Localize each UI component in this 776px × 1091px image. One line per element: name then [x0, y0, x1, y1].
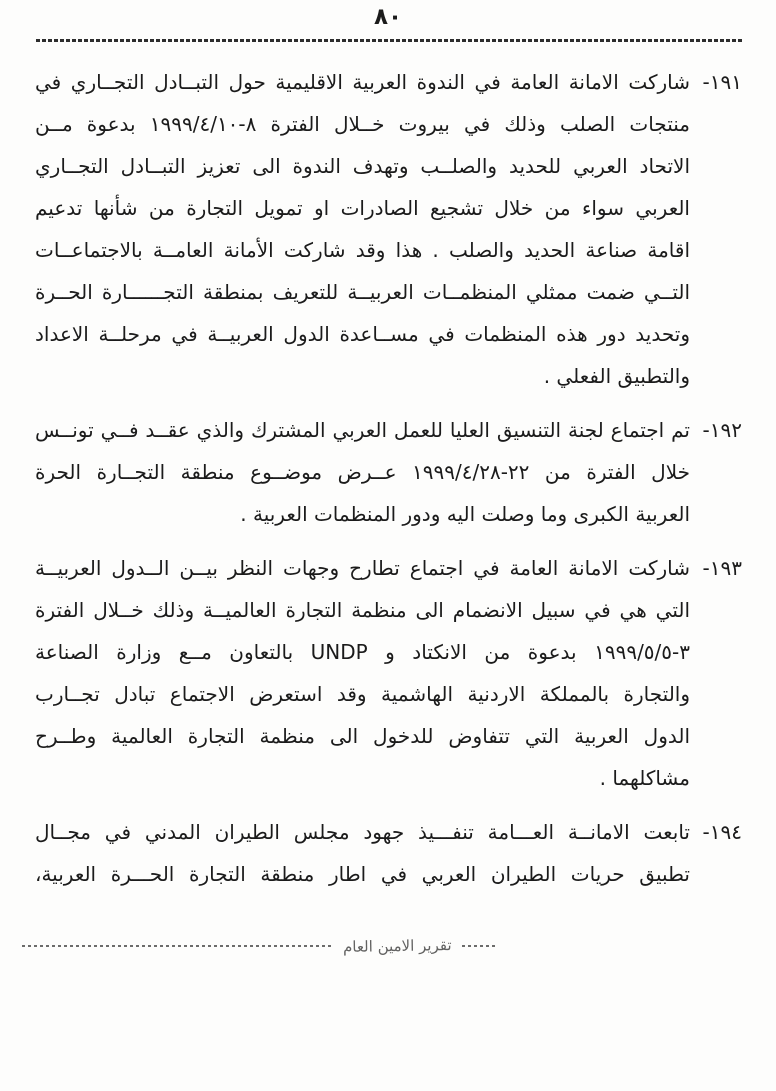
text-line: منتجات الصلب وذلك في بيروت خــلال الفترة ٨-١٩٩٩/٤/١٠ بدعوة مــن: [35, 112, 690, 136]
text-line: شاركت الامانة العامة في اجتماع تطارح وجهات النظر بيــن الــدول العربيــة: [35, 556, 690, 580]
text-line: تابعت الامانــة العـــامة تنفـــيذ جهود مجلس الطيران المدني في مجــال: [35, 820, 690, 844]
paragraph-number: ١٩٢-: [702, 418, 742, 442]
text-line: العربي سواء من خلال تشجيع الصادرات او تمويل التجارة من شأنها تدعيم: [35, 196, 690, 220]
text-line: الاتحاد العربي للحديد والصلــب وتهدف الندوة الى تعزيز التبــادل التجــاري: [35, 154, 690, 178]
text-line: شاركت الامانة العامة في الندوة العربية الاقليمية حول التبــادل التجــاري في: [35, 70, 690, 94]
top-divider-rule: [36, 39, 742, 42]
page-number: ٨٠: [373, 4, 403, 30]
text-line: الدول العربية التي تتفاوض للدخول الى منظمة التجارة العالمية وطــرح: [35, 724, 690, 748]
document-body: [35, 61, 742, 907]
paragraph-193: [35, 547, 742, 799]
text-line: التــي ضمت ممثلي المنظمــات العربيــة للتعريف بمنطقة التجــــــارة الحــرة: [35, 280, 690, 304]
paragraph-194: [35, 811, 742, 895]
paragraph-number: ١٩١-: [702, 70, 742, 94]
text-line: تم اجتماع لجنة التنسيق العليا للعمل العربي المشترك والذي عقــد فــي تونــس: [35, 418, 690, 442]
paragraph-191: [35, 61, 742, 397]
text-line: والتطبيق الفعلي .: [543, 364, 690, 388]
text-line: اقامة صناعة الحديد والصلب . هذا وقد شاركت الأمانة العامــة بالاجتماعــات: [35, 238, 690, 262]
text-line: التي هي في سبيل الانضمام الى منظمة التجارة العالميــة وذلك خــلال الفترة: [35, 598, 690, 622]
footer: [22, 934, 498, 958]
footer-dash-long: [22, 945, 333, 947]
paragraph-192: [35, 409, 742, 535]
footer-dash-short: [462, 945, 498, 947]
text-line: وتحديد دور هذه المنظمات في مســاعدة الدول العربيــة في مرحلــة الاعداد: [35, 322, 690, 346]
paragraph-number: ١٩٣-: [702, 556, 742, 580]
paragraph-number: ١٩٤-: [702, 820, 742, 844]
text-line: والتجارة بالمملكة الاردنية الهاشمية وقد استعرض الاجتماع تبادل تجــارب: [35, 682, 690, 706]
footer-label: تقرير الامين العام: [343, 936, 453, 956]
text-line: تطبيق حريات الطيران العربي في اطار منطقة التجارة الحـــرة العربية،: [35, 862, 690, 886]
text-line: العربية الكبرى وما وصلت اليه ودور المنظمات العربية .: [240, 502, 690, 526]
text-line: خلال الفترة من ٢٢-١٩٩٩/٤/٢٨ عــرض موضــوع منطقة التجــارة الحرة: [35, 460, 691, 484]
text-line: مشاكلهما .: [599, 766, 690, 790]
text-line: ٣-١٩٩٩/٥/٥ بدعوة من الانكتاد و UNDP بالتعاون مــع وزارة الصناعة: [35, 640, 690, 664]
